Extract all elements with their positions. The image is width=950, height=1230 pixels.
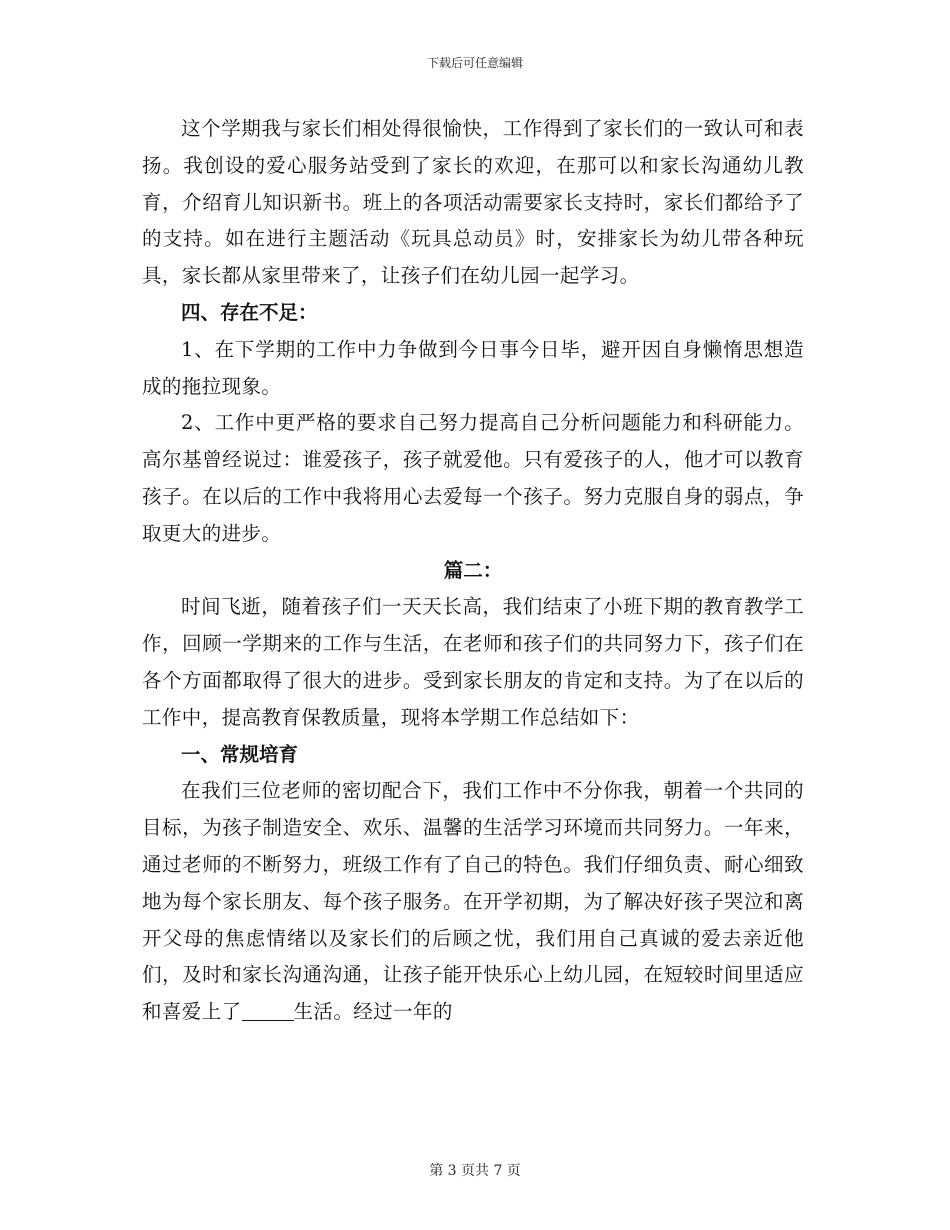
heading-routine-training: 一、常规培育: [181, 742, 299, 766]
paragraph-intro-part-two: 时间飞逝，随着孩子们一天天长高，我们结束了小班下期的教育教学工作，回顾一学期来的工作与生活，在老师和孩子们的共同努力下，孩子们在各个方面都取得了很大的进步。受到家长朋友的肯定和支持。为了在以后的工作中，提高教育保教质量，现将本学期工作总结如下：: [142, 595, 804, 729]
fill-in-blank: [242, 1001, 294, 1022]
paragraph-shortcoming-2: 2、工作中更严格的要求自己努力提高自己分析问题能力和科研能力。高尔基曾经说过：谁爱孩子，孩子就爱他。只有爱孩子的人，他才可以教育孩子。在以后的工作中我将用心去爱每一个孩子。努力克服自身的弱点，争取更大的进步。: [142, 411, 804, 545]
paragraph-routine-training: [142, 773, 804, 1031]
document-body: [142, 111, 804, 1031]
paragraph-text-after-blank: 生活。经过一年的: [293, 1000, 453, 1024]
heading-shortcomings: 四、存在不足：: [181, 300, 318, 324]
paragraph-parents: 这个学期我与家长们相处得很愉快，工作得到了家长们的一致认可和表扬。我创设的爱心服务站受到了家长的欢迎，在那可以和家长沟通幼儿教育，介绍育儿知识新书。班上的各项活动需要家长支持时，家长们都给予了的支持。如在进行主题活动《玩具总动员》时，安排家长为幼儿带各种玩具，家长都从家里带来了，让孩子们在幼儿园一起学习。: [142, 117, 804, 288]
paragraph-shortcoming-1: 1、在下学期的工作中力争做到今日事今日毕，避开因自身懒惰思想造成的拖拉现象。: [142, 337, 804, 398]
page-header: 下载后可任意编辑: [426, 56, 523, 70]
section-title-part-two: 篇二：: [443, 558, 503, 582]
paragraph-text-before-blank: 在我们三位老师的密切配合下，我们工作中不分你我，朝着一个共同的目标，为孩子制造安全、欢乐、温馨的生活学习环境而共同努力。一年来，通过老师的不断努力，班级工作有了自己的特色。我们仔细负责、耐心细致地为每个家长朋友、每个孩子服务。在开学初期，为了解决好孩子哭泣和离开父母的焦虑情绪以及家长们的后顾之忧，我们用自己真诚的爱去亲近他们，及时和家长沟通沟通，让孩子能开快乐心上幼儿园，在短较时间里适应和喜爱上了: [142, 779, 804, 1024]
page-number: 第 3 页共 7 页: [429, 1163, 521, 1179]
